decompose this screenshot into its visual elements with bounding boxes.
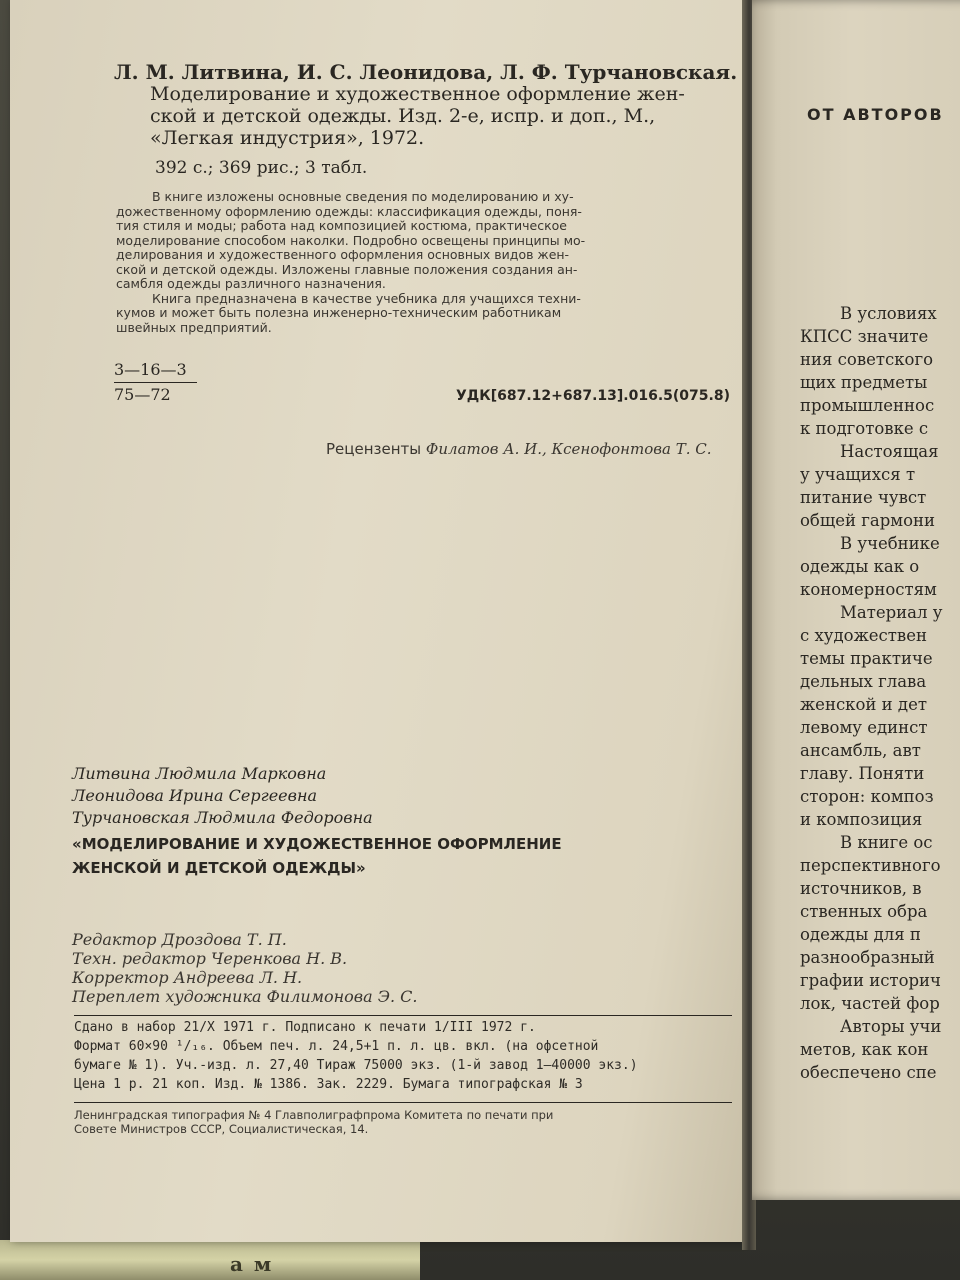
preface-line: одежды для п bbox=[800, 925, 921, 944]
biblio-line: ской и детской одежды. Изд. 2-е, испр. и доп., М., bbox=[150, 105, 656, 127]
preface-line: и композиция bbox=[800, 810, 923, 829]
imprint-line: Формат 60×90 ¹/₁₆. Объем печ. л. 24,5+1 п. л. цв. вкл. (на офсетной bbox=[74, 1039, 599, 1054]
author-full-name: Литвина Людмила Марковна bbox=[72, 764, 327, 783]
imprint-line: бумаге № 1). Уч.-изд. л. 27,40 Тираж 75000 экз. (1-й завод 1—40000 экз.) bbox=[74, 1058, 638, 1073]
reviewers-label: Рецензенты bbox=[326, 440, 422, 458]
printer-line: Совете Министров СССР, Социалистическая, 14. bbox=[74, 1122, 369, 1136]
preface-line: дельных глава bbox=[800, 672, 927, 691]
preface-line: перспективного bbox=[800, 856, 941, 875]
preface-line: В учебнике bbox=[840, 534, 940, 553]
annotation-line: дожественному оформлению одежды: классификация одежды, поня- bbox=[116, 203, 582, 219]
preface-line: В условиях bbox=[840, 304, 937, 323]
authors-line: Л. М. Литвина, И. С. Леонидова, Л. Ф. Турчановская. bbox=[114, 60, 738, 84]
annotation-line: делирования и художественного оформления основных видов жен- bbox=[116, 247, 570, 262]
preface-line: женской и дет bbox=[800, 695, 927, 714]
preface-line: ния советского bbox=[800, 350, 934, 369]
credit-line: Корректор Андреева Л. Н. bbox=[72, 968, 303, 987]
annotation-line: швейных предприятий. bbox=[116, 319, 272, 335]
printer-info bbox=[74, 1108, 553, 1136]
preface-line: левому единст bbox=[800, 718, 928, 737]
credit-line: Редактор Дроздова Т. П. bbox=[72, 930, 287, 949]
preface-line: питание чувст bbox=[800, 488, 927, 507]
classification-top: 3—16—3 bbox=[114, 358, 197, 383]
imprint-rule-bottom bbox=[74, 1102, 732, 1103]
preface-line: ансамбль, авт bbox=[800, 741, 921, 760]
pages-count: 392 с.; 369 рис.; 3 табл. bbox=[155, 158, 368, 178]
preface-line: у учащихся т bbox=[800, 465, 916, 484]
imprint-line: Цена 1 р. 21 коп. Изд. № 1386. Зак. 2229. Бумага типографская № 3 bbox=[74, 1077, 583, 1092]
preface-line: щих предметы bbox=[800, 373, 928, 392]
book-title bbox=[72, 832, 562, 880]
preface-line: источников, в bbox=[800, 879, 922, 898]
udk-code bbox=[456, 388, 730, 404]
author-full-name: Турчановская Людмила Федоровна bbox=[72, 808, 373, 827]
preface-line: с художествен bbox=[800, 626, 927, 645]
preface-line: разнообразный bbox=[800, 948, 935, 967]
annotation-line: тия стиля и моды; работа над композицией костюма, практическое bbox=[116, 218, 567, 233]
author-full-names bbox=[72, 763, 373, 829]
annotation-line: ской и детской одежды. Изложены главные положения создания ан- bbox=[116, 261, 578, 277]
annotation-line: кумов и может быть полезна инженерно-техническим работникам bbox=[116, 305, 562, 320]
biblio-line: Моделирование и художественное оформление жен- bbox=[150, 83, 685, 105]
preface-line: кономерностям bbox=[800, 580, 937, 599]
preface-line: обеспечено спе bbox=[800, 1063, 937, 1082]
credit-line: Переплет художника Филимонова Э. С. bbox=[72, 987, 418, 1006]
left-page bbox=[10, 0, 745, 1242]
title-line: «МОДЕЛИРОВАНИЕ И ХУДОЖЕСТВЕННОЕ ОФОРМЛЕНИЕ bbox=[72, 835, 562, 853]
preface-line: графии историч bbox=[800, 971, 941, 990]
preface-line: общей гармони bbox=[800, 511, 936, 530]
preface-line: главу. Поняти bbox=[800, 764, 925, 783]
classification-code bbox=[114, 358, 197, 407]
printer-line: Ленинградская типография № 4 Главполиграфпрома Комитета по печати при bbox=[74, 1108, 554, 1122]
preface-line: метов, как кон bbox=[800, 1040, 929, 1059]
udk-text: УДК[687.12+687.13].016.5(075.8) bbox=[456, 388, 730, 404]
preface-line: КПСС значите bbox=[800, 327, 929, 346]
preface-line: промышленнос bbox=[800, 396, 935, 415]
underlying-book-text: а м bbox=[230, 1252, 274, 1276]
preface-line: Настоящая bbox=[840, 442, 939, 461]
preface-line: к подготовке с bbox=[800, 419, 929, 438]
annotation bbox=[116, 190, 714, 335]
credit-line: Техн. редактор Черенкова Н. В. bbox=[72, 949, 348, 968]
classification-bottom: 75—72 bbox=[114, 385, 171, 404]
preface-line: Авторы учи bbox=[840, 1017, 942, 1036]
editorial-credits bbox=[72, 930, 417, 1006]
preface-line: В книге ос bbox=[840, 833, 933, 852]
imprint-block bbox=[74, 1018, 638, 1094]
preface-line: темы практиче bbox=[800, 649, 933, 668]
right-page bbox=[752, 0, 960, 1200]
preface-body bbox=[800, 302, 942, 1084]
author-full-name: Леонидова Ирина Сергеевна bbox=[72, 786, 318, 805]
preface-line: Материал у bbox=[840, 603, 943, 622]
title-line: ЖЕНСКОЙ И ДЕТСКОЙ ОДЕЖДЫ» bbox=[72, 859, 366, 877]
preface-line: одежды как о bbox=[800, 557, 920, 576]
annotation-line: моделирование способом наколки. Подробно освещены принципы мо- bbox=[116, 232, 586, 248]
preface-heading: ОТ АВТОРОВ bbox=[807, 105, 944, 124]
reviewers bbox=[326, 440, 711, 458]
annotation-line: Книга предназначена в качестве учебника для учащихся техни- bbox=[152, 290, 581, 306]
underlying-book-edge bbox=[0, 1240, 420, 1280]
preface-line: лок, частей фор bbox=[800, 994, 940, 1013]
annotation-line: В книге изложены основные сведения по моделированию и ху- bbox=[152, 189, 574, 204]
preface-line: ственных обра bbox=[800, 902, 928, 921]
imprint-rule-top bbox=[74, 1015, 732, 1016]
bibliographic-description bbox=[150, 83, 730, 149]
biblio-line: «Легкая индустрия», 1972. bbox=[150, 127, 425, 149]
annotation-line: самбля одежды различного назначения. bbox=[116, 276, 386, 291]
imprint-line: Сдано в набор 21/X 1971 г. Подписано к печати 1/III 1972 г. bbox=[74, 1020, 536, 1035]
reviewers-names: Филатов А. И., Ксенофонтова Т. С. bbox=[425, 440, 712, 458]
preface-line: сторон: композ bbox=[800, 787, 934, 806]
